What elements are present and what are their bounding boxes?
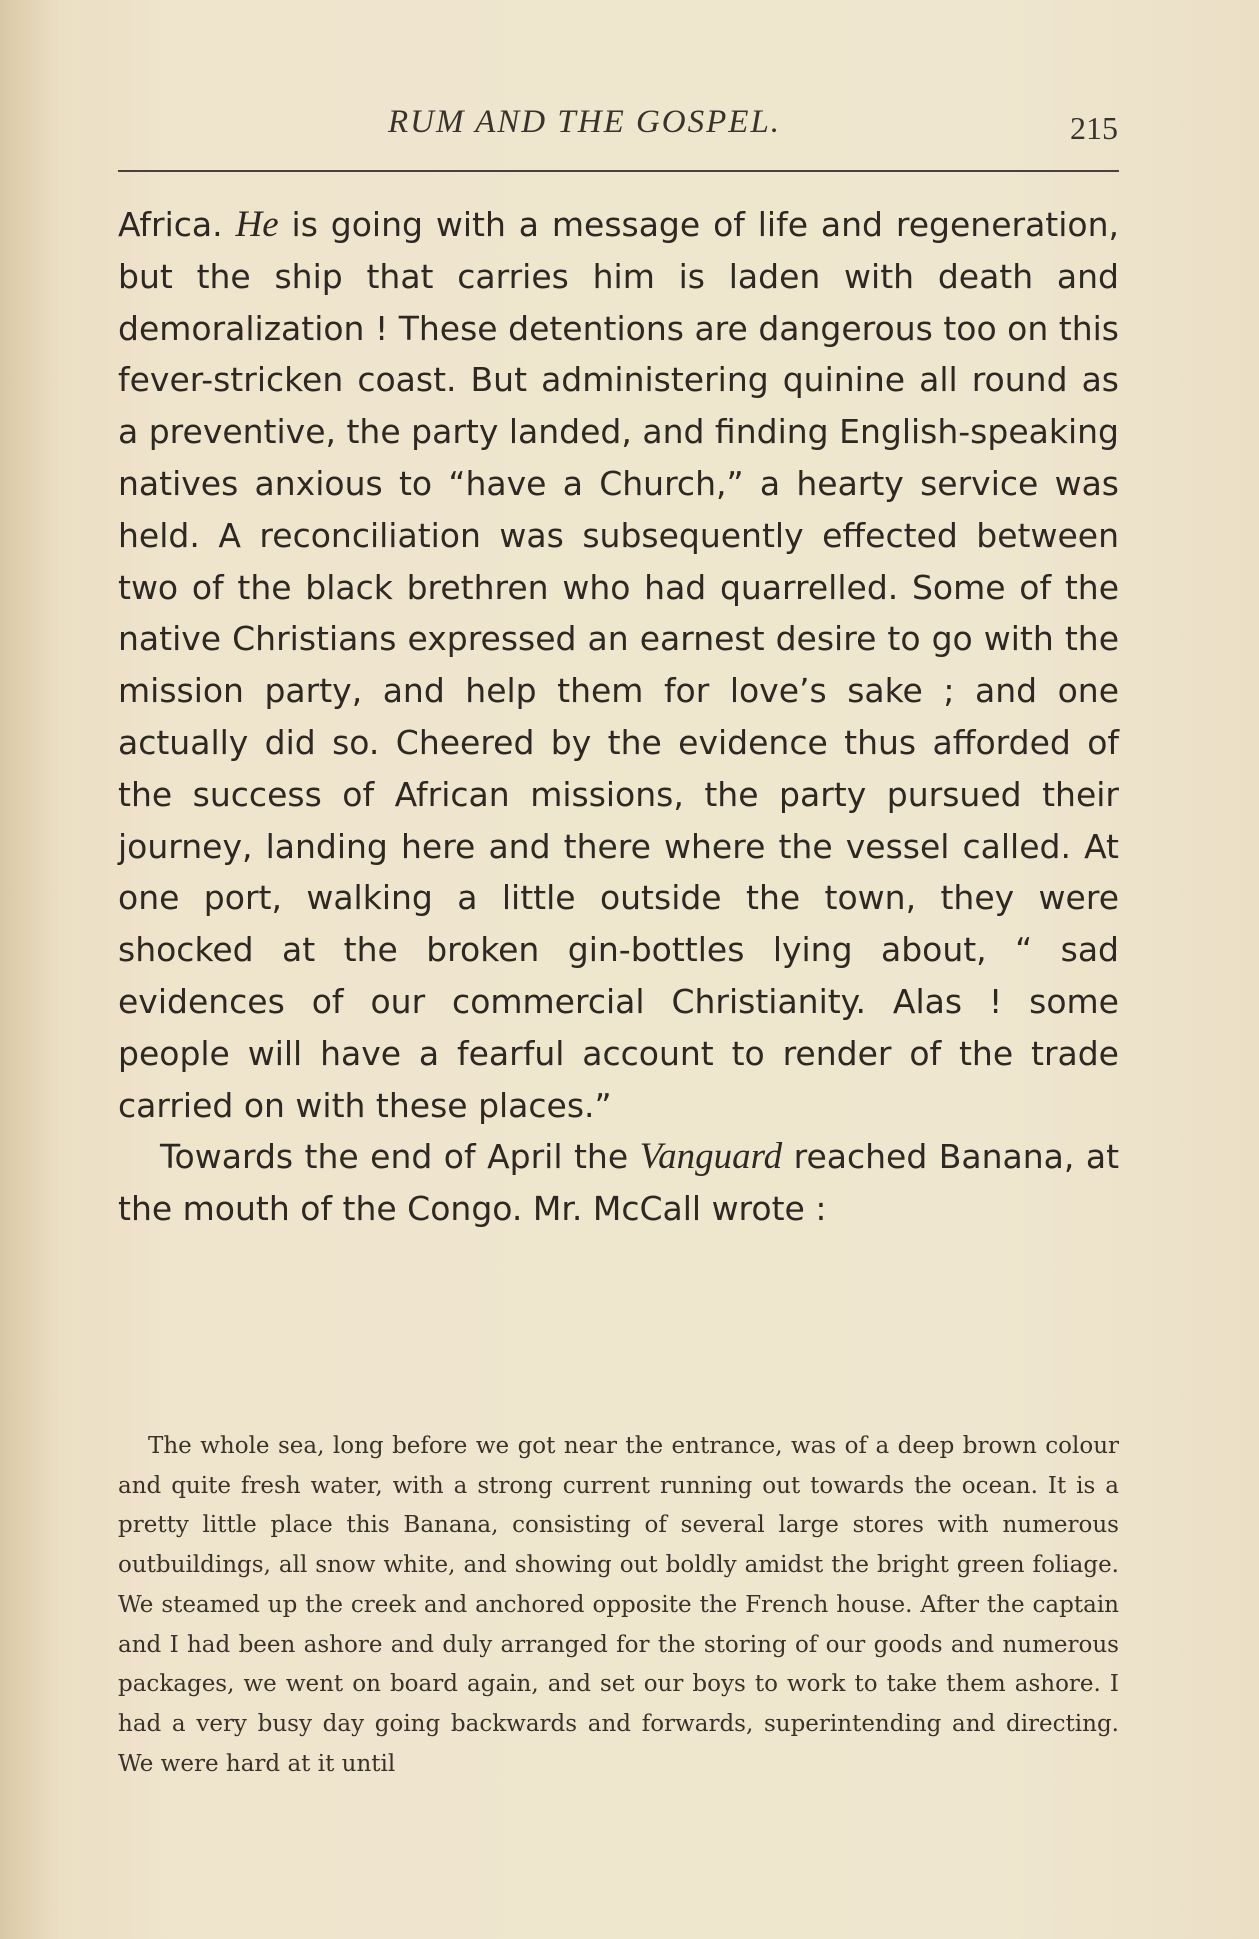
header-rule (118, 170, 1119, 172)
ship-name: Vanguard (639, 1136, 783, 1178)
page-number: 215 (1070, 110, 1118, 146)
paragraph-1-start: Africa. (118, 205, 236, 244)
paragraph-2 (118, 1131, 1119, 1235)
paragraph-2-start: Towards the end of April the (160, 1137, 640, 1177)
page-header (118, 100, 1118, 146)
block-quote: The whole sea, long before we got near the entrance, was of a deep brown colour and quite fresh water, with a strong current running out towards the ocean. It is a pretty little place this Banana, consisting of several large stores with numerous outbuildings, all snow white, and showing out boldly amidst the bright green foliage. We steamed up the creek and anchored opposite the French house. After the captain and I had been ashore and duly arranged for the storing of our goods and numerous packages, we went on board again, and set our boys to work to take them ashore. I had a very busy day going backwards and forwards, superintending and directing. We were hard at it until (118, 1433, 1119, 1777)
running-title: RUM AND THE GOSPEL. (388, 104, 782, 140)
italic-he: He (235, 204, 279, 245)
paragraph-1 (118, 199, 1119, 1131)
paragraph-2-rest: reached Banana, at the mouth of the Congo. Mr. McCall wrote : (118, 1137, 1120, 1229)
main-text (118, 199, 1119, 1235)
paragraph-1-rest: is going with a message of life and regeneration, but the ship that carries him is laden with death and demoralization ! These detentions are dangerous too on this fever-stricken coast. But administering quinine all round as a preventive, the party landed, and finding English-speaking natives anxious to “have a Church,” a hearty service was held. A reconciliation was subsequently effected between two of the black brethren who had quarrelled. Some of the native Christians expressed an earnest desire to go with the mission party, and help them for love’s sake ; and one actually did so. Cheered by the evidence thus afforded of the success of African missions, the party pursued their journey, landing here and there where the vessel called. At one port, walking a little outside the town, they were shocked at the broken gin-bottles lying about, “ sad evidences of our commercial Christianity. Alas ! some people will have a fearful account to render of the trade carried on with these places.” (118, 205, 1119, 1125)
